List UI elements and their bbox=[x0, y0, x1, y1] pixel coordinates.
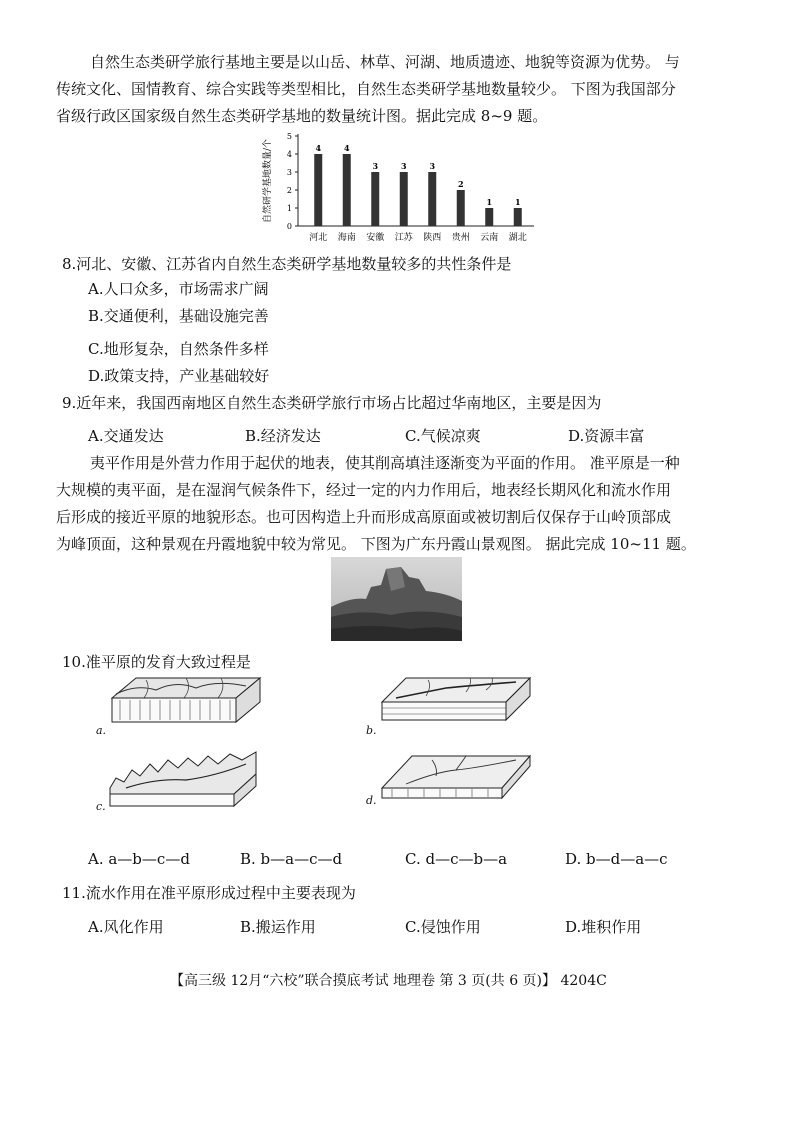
q9-stem: 9.近年来，我国西南地区自然生态类研学旅行市场占比超过华南地区，主要是因为 bbox=[62, 394, 602, 412]
chart-y-tick-label: 5 bbox=[286, 132, 292, 141]
q8-option-b[interactable]: B.交通便利，基础设施完善 bbox=[88, 307, 269, 325]
q8-option-a[interactable]: A.人口众多，市场需求广阔 bbox=[88, 280, 269, 298]
chart-bar bbox=[485, 208, 493, 226]
diagram-c-label: c. bbox=[96, 800, 106, 813]
intro1-line2: 传统文化、国情教育、综合实践等类型相比，自然生态类研学基地数量较少。 下图为我国部分 bbox=[56, 80, 676, 98]
landform-diagram-d bbox=[366, 748, 536, 818]
page-footer: 【高三级 12月“六校”联合摸底考试 地理卷 第 3 页(共 6 页)】 4204C bbox=[170, 973, 607, 989]
chart-x-tick-label: 云南 bbox=[480, 233, 499, 243]
chart-bar bbox=[428, 172, 436, 226]
chart-x-tick-label: 海南 bbox=[337, 233, 356, 243]
intro2-line4: 为峰顶面，这种景观在丹霞地貌中较为常见。 下图为广东丹霞山景观图。 据此完成 10~11 题。 bbox=[56, 535, 696, 553]
diagram-a-label: a. bbox=[96, 724, 107, 737]
landform-diagram-b bbox=[366, 672, 536, 742]
chart-y-axis-label: 自然研学基地数量/个 bbox=[263, 138, 273, 224]
chart-bar bbox=[457, 190, 465, 226]
intro1-line3: 省级行政区国家级自然生态类研学基地的数量统计图。据此完成 8~9 题。 bbox=[56, 107, 548, 125]
chart-data-label: 3 bbox=[372, 161, 379, 171]
chart-data-label: 3 bbox=[400, 161, 407, 171]
chart-y-tick-label: 4 bbox=[286, 150, 292, 159]
intro2-line3: 后形成的接近平原的地貌形态。也可因构造上升而形成高原面或被切割后仅保存于山岭顶部成 bbox=[56, 508, 672, 526]
landform-diagram-a bbox=[96, 672, 266, 742]
q11-option-b[interactable]: B.搬运作用 bbox=[240, 918, 316, 936]
q10-option-b[interactable]: B. b—a—c—d bbox=[240, 850, 343, 868]
chart-data-label: 4 bbox=[343, 143, 350, 153]
q10-stem: 10.准平原的发育大致过程是 bbox=[62, 653, 251, 671]
chart-x-tick-label: 河北 bbox=[309, 233, 328, 243]
q8-option-c[interactable]: C.地形复杂，自然条件多样 bbox=[88, 340, 269, 358]
chart-bar bbox=[514, 208, 522, 226]
chart-data-label: 3 bbox=[429, 161, 436, 171]
q10-option-c[interactable]: C. d—c—b—a bbox=[405, 850, 508, 868]
q10-option-a[interactable]: A. a—b—c—d bbox=[88, 850, 190, 868]
diagram-d-label: d. bbox=[366, 794, 377, 807]
chart-bar bbox=[400, 172, 408, 226]
q8-option-d[interactable]: D.政策支持，产业基础较好 bbox=[88, 367, 270, 385]
q11-option-d[interactable]: D.堆积作用 bbox=[565, 918, 642, 936]
chart-y-tick-label: 3 bbox=[286, 168, 292, 177]
bar-chart bbox=[258, 128, 538, 246]
chart-x-tick-label: 江苏 bbox=[394, 233, 413, 243]
chart-bar bbox=[314, 154, 322, 226]
intro1-line1: 自然生态类研学旅行基地主要是以山岳、林草、河湖、地质遗迹、地貌等资源为优势。 与 bbox=[90, 53, 680, 71]
chart-bar bbox=[371, 172, 379, 226]
q10-option-d[interactable]: D. b—d—a—c bbox=[565, 850, 668, 868]
chart-y-tick-label: 0 bbox=[286, 222, 292, 231]
chart-bar bbox=[343, 154, 351, 226]
q11-option-c[interactable]: C.侵蚀作用 bbox=[405, 918, 481, 936]
chart-x-tick-label: 陕西 bbox=[423, 233, 442, 243]
q9-option-d[interactable]: D.资源丰富 bbox=[568, 427, 645, 445]
danxia-mountain-photo bbox=[331, 557, 462, 641]
chart-y-tick-label: 1 bbox=[286, 204, 292, 213]
chart-x-tick-label: 贵州 bbox=[451, 233, 470, 243]
chart-data-label: 1 bbox=[486, 197, 493, 207]
intro2-line1: 夷平作用是外营力作用于起伏的地表，使其削高填洼逐渐变为平面的作用。 准平原是一种 bbox=[90, 454, 680, 472]
q9-option-c[interactable]: C.气候凉爽 bbox=[405, 427, 481, 445]
chart-x-tick-label: 安徽 bbox=[366, 233, 385, 243]
q9-option-a[interactable]: A.交通发达 bbox=[88, 427, 164, 445]
chart-data-label: 4 bbox=[315, 143, 322, 153]
q9-option-b[interactable]: B.经济发达 bbox=[245, 427, 321, 445]
q11-stem: 11.流水作用在准平原形成过程中主要表现为 bbox=[62, 884, 356, 902]
chart-data-label: 1 bbox=[514, 197, 521, 207]
chart-y-tick-label: 2 bbox=[286, 186, 292, 195]
q11-option-a[interactable]: A.风化作用 bbox=[88, 918, 164, 936]
chart-data-label: 2 bbox=[457, 179, 464, 189]
q8-stem: 8.河北、安徽、江苏省内自然生态类研学基地数量较多的共性条件是 bbox=[62, 255, 512, 273]
chart-x-tick-label: 湖北 bbox=[508, 233, 527, 243]
diagram-b-label: b. bbox=[366, 724, 377, 737]
landform-diagram-c bbox=[96, 748, 266, 818]
intro2-line2: 大规模的夷平面，是在湿润气候条件下，经过一定的内力作用后，地表经长期风化和流水作用 bbox=[56, 481, 672, 499]
